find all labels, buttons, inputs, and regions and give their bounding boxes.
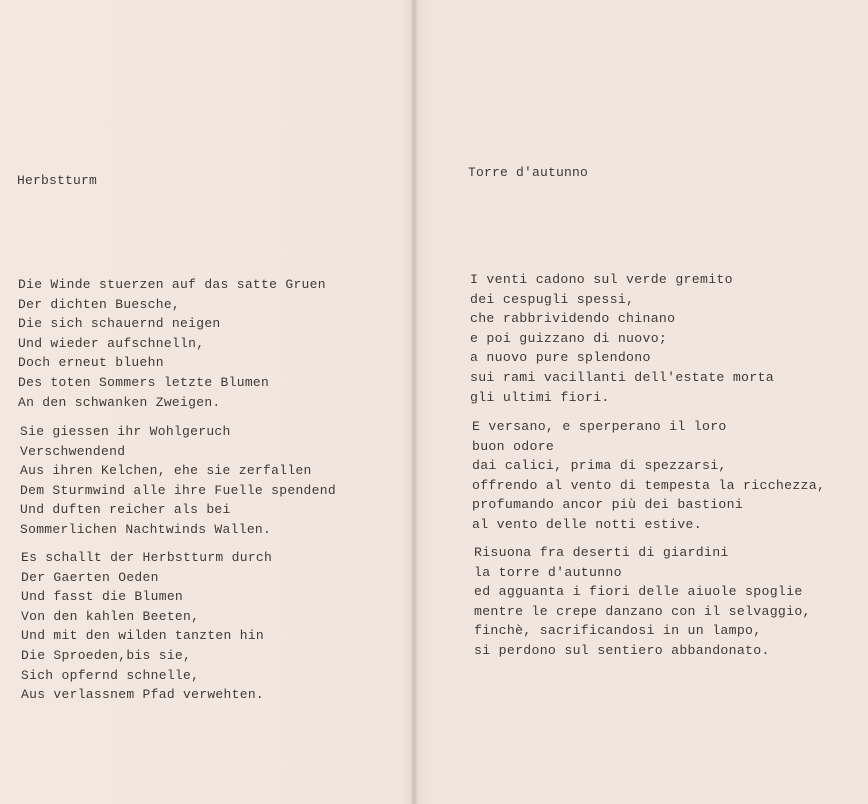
poem-line: Die sich schauernd neigen: [18, 316, 221, 332]
right-page-italian: [414, 0, 868, 804]
poem-line: Aus ihren Kelchen, ehe sie zerfallen: [20, 463, 312, 479]
poem-line: si perdono sul sentiero abbandonato.: [474, 642, 770, 658]
poem-line: e poi guizzano di nuovo;: [470, 330, 668, 346]
left-page-german: [0, 0, 414, 804]
poem-line: mentre le crepe danzano con il selvaggio,: [474, 603, 811, 619]
poem-line: finchè, sacrificandosi in un lampo,: [474, 623, 762, 639]
german-stanza-3: [21, 548, 272, 705]
italian-poem-title: Torre d'autunno: [468, 165, 589, 180]
poem-line: Es schallt der Herbstturm durch: [21, 550, 273, 565]
italian-stanza-2: [472, 417, 825, 535]
poem-line: Die Winde stuerzen auf das satte Gruen: [18, 277, 326, 292]
german-stanza-1: [18, 275, 326, 412]
poem-line: sui rami vacillanti dell'estate morta: [470, 369, 774, 385]
poem-line: Und duften reicher als bei: [20, 502, 231, 518]
poem-line: Die Sproeden,bis sie,: [21, 647, 192, 663]
poem-line: Verschwendend: [20, 443, 126, 459]
italian-stanza-1: [470, 270, 774, 407]
poem-line: gli ultimi fiori.: [470, 389, 610, 405]
poem-line: E versano, e sperperano il loro: [472, 419, 727, 434]
poem-line: An den schwanken Zweigen.: [18, 394, 221, 410]
poem-line: profumando ancor più dei bastioni: [472, 497, 744, 513]
poem-line: Sich opfernd schnelle,: [21, 667, 200, 683]
poem-line: Risuona fra deserti di giardini: [474, 545, 729, 560]
poem-line: Sie giessen ihr Wohlgeruch: [20, 424, 231, 439]
poem-line: Aus verlassnem Pfad verwehten.: [21, 687, 265, 703]
poem-line: Des toten Sommers letzte Blumen: [18, 374, 270, 390]
poem-line: Der dichten Buesche,: [18, 296, 181, 312]
poem-line: dai calici, prima di spezzarsi,: [472, 458, 727, 474]
poem-line: Von den kahlen Beeten,: [21, 608, 200, 624]
german-stanza-2: [20, 422, 336, 540]
poem-line: che rabbrividendo chinano: [470, 311, 676, 327]
poem-line: I venti cadono sul verde gremito: [470, 272, 733, 287]
poem-line: Und wieder aufschnelln,: [18, 335, 205, 351]
poem-line: Und fasst die Blumen: [21, 589, 184, 605]
poem-line: Doch erneut bluehn: [18, 355, 164, 371]
poem-line: Sommerlichen Nachtwinds Wallen.: [20, 521, 272, 537]
poem-line: dei cespugli spessi,: [470, 291, 635, 307]
poem-line: ed agguanta i fiori delle aiuole spoglie: [474, 584, 803, 600]
italian-stanza-3: [474, 543, 811, 661]
poem-line: al vento delle notti estive.: [472, 516, 702, 532]
poem-line: buon odore: [472, 438, 555, 454]
poem-line: Der Gaerten Oeden: [21, 569, 159, 585]
german-poem-title: Herbstturm: [17, 173, 98, 188]
poem-line: Dem Sturmwind alle ihre Fuelle spendend: [20, 482, 336, 498]
poem-line: a nuovo pure splendono: [470, 350, 651, 366]
poem-line: Und mit den wilden tanzten hin: [21, 628, 265, 644]
poem-line: offrendo al vento di tempesta la ricchezza,: [472, 477, 826, 493]
poem-line: la torre d'autunno: [474, 564, 622, 580]
